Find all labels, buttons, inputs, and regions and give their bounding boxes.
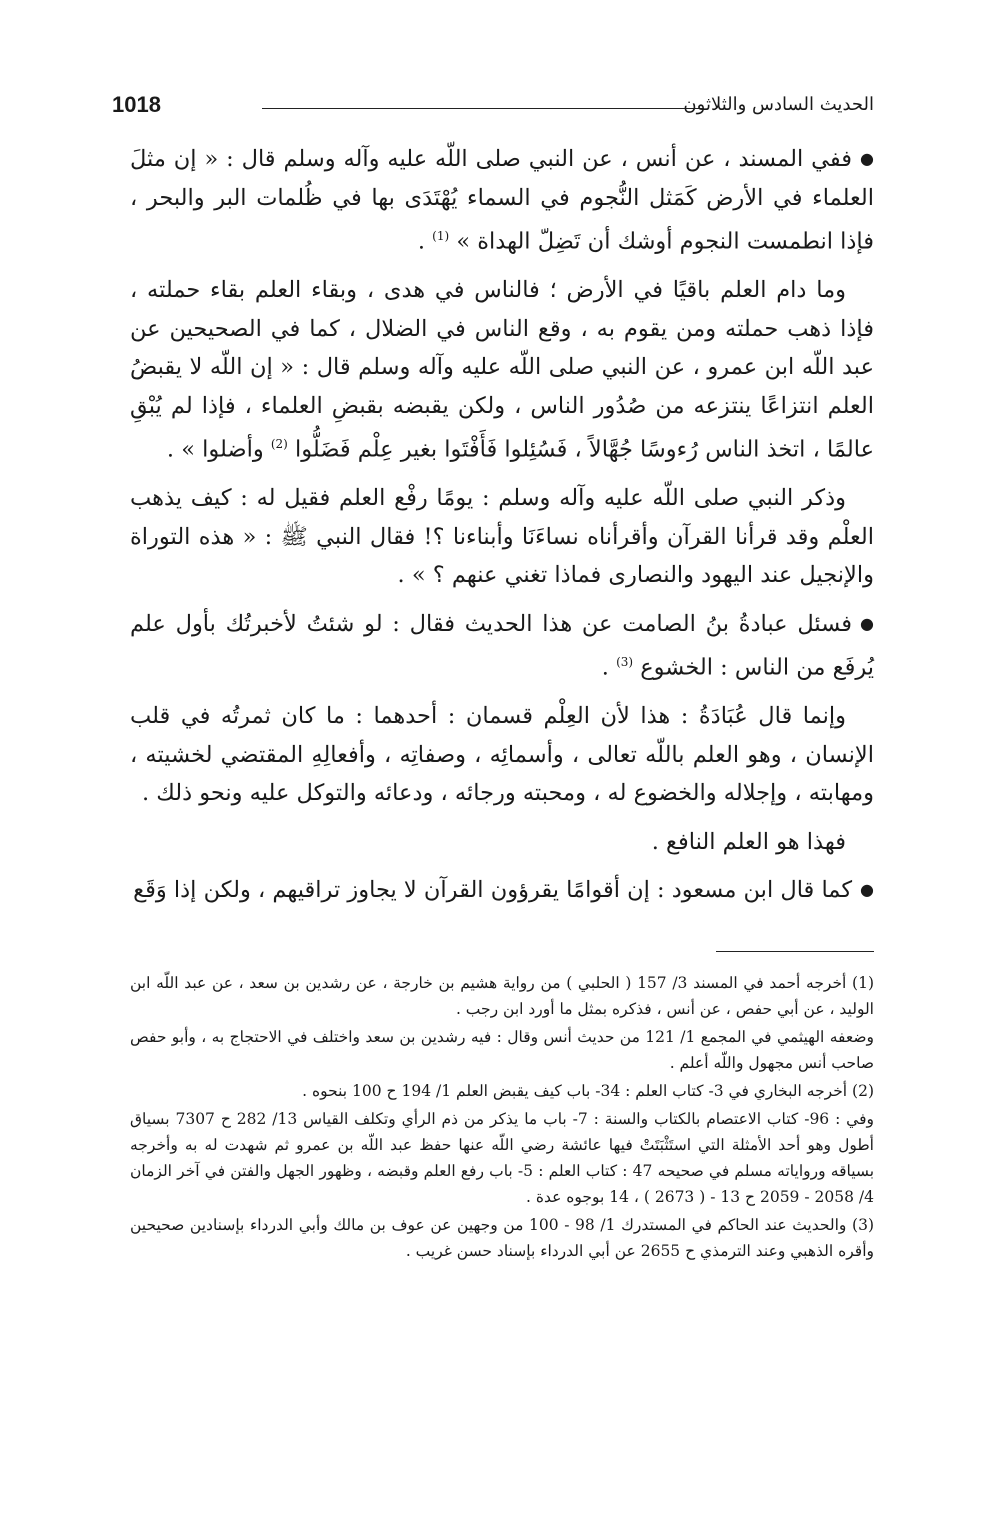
bullet-icon: ● [860,613,874,633]
footnote-ref-3: (3) [616,655,634,669]
footnote-ref-1: (1) [432,229,450,243]
footnote-ref-2: (2) [270,437,288,451]
running-title: الحديث السادس والثلاثون [683,94,874,115]
paragraph-2 [130,271,874,469]
paragraph-2-text: وما دام العلم باقيًا في الأرض ؛ فالناس في هدى ، وبقاء العلم بقاء حملته ، فإذا ذهب حملته ومن يقوم به ، وقع الناس في الضلال ، كما في الصحيحين عن عبد اللّه ابن عمرو ، عن النبي صلى اللّه عليه وآله وسلم قال : « إن اللّه لا يقبضُ العلم انتزاعًا ينتزعه من صُدُور الناس ، ولكن يقبضه بقبضِ العلماء ، فإذا لم يُبْقِ عالمًا ، اتخذ الناس رُءوسًا جُهَّالاً ، فَسُئِلوا فَأَفْتَوا بغير عِلْم فَضَلُّوا [130,277,874,463]
paragraph-1-text: ففي المسند ، عن أنس ، عن النبي صلى اللّه عليه وآله وسلم قال : « إن مثلَ العلماء في الأرض كَمَثل النُّجوم في السماء يُهْتَدَى بها في ظُلمات البر والبحر ، فإذا انطمست النجوم أوشك أن تَضِلّ الهداة » [130,146,874,255]
footnote-1: (1) أخرجه أحمد في المسند 3/ 157 ( الحلبي ) من رواية هشيم بن خارجة ، عن رشدين بن سعد ، عن عبد اللّه ابن الوليد ، عن أبي حفص ، عن أنس ، فذكره بمثل ما أورد ابن رجب . [130,974,874,1018]
paragraph-7-text: كما قال ابن مسعود : إن أقوامًا يقرؤون القرآن لا يجاوز تراقيهم ، ولكن إذا وَقَع [133,877,853,903]
paragraph-6 [130,823,874,862]
paragraph-4-text: فسئل عبادةُ بنُ الصامت عن هذا الحديث فقال : لو شئتُ لأخبرتُك بأول علم يُرفَع من الناس : الخشوع [130,610,874,681]
paragraph-5-text: وإنما قال عُبَادَةُ : هذا لأن العِلْم قسمان : أحدهما : ما كان ثمرتُه في قلب الإنسان ، وهو العلم باللّه تعالى ، وأسمائِه ، وصفاتِه ، وأفعالِهِ المقتضي لخشيته ، ومهابته ، وإجلاله والخضوع له ، ومحبته ورجائه ، ودعائه والتوكل عليه ونحو ذلك . [130,703,874,806]
bullet-icon: ● [860,880,874,899]
footnotes [130,970,874,1266]
paragraph-4 [130,605,874,688]
page-number: 1018 [112,92,161,117]
header-rule [262,108,704,109]
footnote-2: (2) أخرجه البخاري في 3- كتاب العلم : 34- باب كيف يقبض العلم 1/ 194 ح 100 بنحوه . [302,1082,874,1100]
footnote-2-cont: وفي : 96- كتاب الاعتصام بالكتاب والسنة : 7- باب ما يذكر من ذم الرأي وتكلف القياس 13/ 282 ح 7307 بسياق أطول وهو أحد الأمثلة التي استَثْبَتَتْ فيها عائشة رضي اللّه عنها حفظ عبد اللّه بن عمرو ثم شهدت له به وأخرجه بسياقه ورواياته مسلم في صحيحه 47 : كتاب العلم : 5- باب رفع العلم وقبضه ، وظهور الجهل والفتن في آخر الزمان 4/ 2058 - 2059 ح 13 - ( 2673 ) ، 14 بوجوه عدة . [130,1110,875,1206]
paragraph-1-end: . [417,228,433,255]
footnote-3: (3) والحديث عند الحاكم في المستدرك 1/ 98 - 100 من وجهين عن عوف بن مالك وأبي الدرداء بإسنادين صحيحين وأقره الذهبي وعند الترمذي ح 2655 عن أبي الدرداء بإسناد حسن غريب . [130,1216,874,1260]
paragraph-6-text: فهذا هو العلم النافع . [651,828,846,855]
paragraph-5 [130,697,874,813]
footnote-separator [716,951,874,952]
paragraph-4-end: . [601,654,617,681]
paragraph-3 [130,479,874,595]
paragraph-1 [130,140,874,261]
page-header [112,92,874,126]
paragraph-3-text: وذكر النبي صلى اللّه عليه وآله وسلم : يومًا رفْع العلم فقيل له : كيف يذهب العلْم وقد قرأنا القرآن وأقرأناه نساءَنَا وأبناءنا ؟! فقال النبي ﷺ : « هذه التوراة والإنجيل عند اليهود والنصارى فماذا تغني عنهم ؟ » . [130,485,874,588]
paragraph-7 [130,871,874,910]
main-text [130,140,874,920]
footnote-1-cont: وضعفه الهيثمي في المجمع 1/ 121 من حديث أنس وقال : فيه رشدين بن سعد واختلف في الاحتجاج به ، وأبو حفص صاحب أنس مجهول واللّه أعلم . [130,1028,874,1072]
paragraph-2-end: وأضلوا » . [166,436,271,463]
bullet-icon: ● [860,149,874,168]
